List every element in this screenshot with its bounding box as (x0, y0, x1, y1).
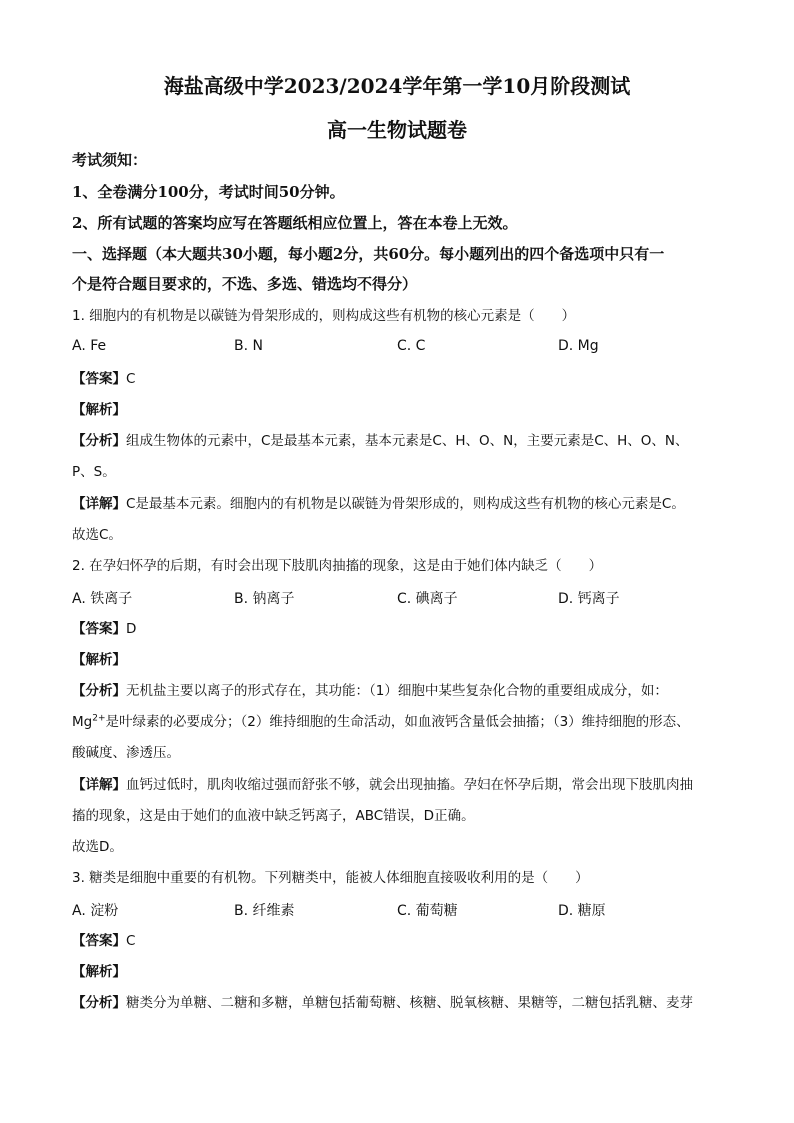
q3-analysis-tag: 【解析】 (72, 964, 126, 980)
q2-xiangjie-line-2: 搐的现象，这是由于她们的血液中缺乏钙离子，ABC错误，D正确。 (72, 808, 475, 824)
q3-fenxi-line-1: 【分析】糖类分为单糖、二糖和多糖，单糖包括葡萄糖、核糖、脱氧核糖、果糖等，二糖包括乳糖、麦芽 (72, 995, 693, 1011)
q1-option-b: B. N (234, 338, 263, 354)
q2-fenxi-line-2: $Mg^{2+}$是叶绿素的必要成分；（2）维持细胞的生命活动，如血液钙含量低会抽搐；（3）维持细胞的形态、 (72, 713, 690, 730)
answer-value: C (126, 933, 136, 949)
xiangjie-tag: 【详解】 (72, 777, 126, 793)
q1-xiangjie-line-2: 故选C。 (72, 527, 122, 543)
q3-option-a: A. 淀粉 (72, 903, 119, 919)
notice-heading: 考试须知： (72, 151, 148, 169)
xiangjie-tag: 【详解】 (72, 496, 126, 512)
question-3-stem: 3. 糖类是细胞中重要的有机物。下列糖类中，能被人体细胞直接吸收利用的是（ ） (72, 870, 589, 886)
answer-tag: 【答案】 (72, 371, 126, 387)
q2-fenxi-line-1: 【分析】无机盐主要以离子的形式存在，其功能：（1）细胞中某些复杂化合物的重要组成成分，如： (72, 683, 668, 699)
answer-value: D (126, 621, 137, 637)
q2-answer (72, 619, 722, 639)
q2-xiangjie-line-3: 故选D。 (72, 839, 123, 855)
page-subtitle: 高一生物试题卷 (327, 118, 467, 142)
q2-option-d: D. 钙离子 (558, 591, 620, 607)
section-heading-line-2: 个是符合题目要求的，不选、多选、错选均不得分） (72, 275, 418, 293)
q3-option-d: D. 糖原 (558, 903, 606, 919)
q1-fenxi-line-2: P、S。 (72, 464, 116, 480)
page-title: 海盐高级中学2023/2024学年第一学10月阶段测试 (163, 74, 631, 98)
notice-item-1: 1、全卷满分100分，考试时间50分钟。 (72, 183, 345, 201)
notice-item-2: 2、所有试题的答案均应写在答题纸相应位置上，答在本卷上无效。 (72, 214, 518, 232)
q2-analysis-tag: 【解析】 (72, 652, 126, 668)
q1-option-d: D. Mg (558, 338, 599, 354)
answer-value: C (126, 371, 136, 387)
q3-option-b: B. 纤维素 (234, 903, 295, 919)
fenxi-tag: 【分析】 (72, 433, 126, 449)
question-2-stem: 2. 在孕妇怀孕的后期，有时会出现下肢肌肉抽搐的现象，这是由于她们体内缺乏（ ） (72, 558, 603, 574)
q1-answer (72, 369, 722, 389)
answer-tag: 【答案】 (72, 621, 126, 637)
q2-fenxi-line-3: 酸碱度、渗透压。 (72, 745, 180, 761)
section-heading-line-1: 一、选择题（本大题共30小题，每小题2分，共60分。每小题列出的四个备选项中只有一 (72, 245, 665, 263)
q2-option-b: B. 钠离子 (234, 591, 295, 607)
answer-tag: 【答案】 (72, 933, 126, 949)
q2-option-c: C. 碘离子 (397, 591, 458, 607)
q3-option-c: C. 葡萄糖 (397, 903, 458, 919)
q1-analysis-tag: 【解析】 (72, 402, 126, 418)
q1-xiangjie-line-1: 【详解】C是最基本元素。细胞内的有机物是以碳链为骨架形成的，则构成这些有机物的核心元素是C。 (72, 496, 685, 512)
q2-xiangjie-line-1: 【详解】血钙过低时，肌肉收缩过强而舒张不够，就会出现抽搐。孕妇在怀孕后期，常会出现下肢肌肉抽 (72, 777, 693, 793)
q3-answer (72, 931, 722, 951)
q2-option-a: A. 铁离子 (72, 591, 133, 607)
q1-option-a: A. Fe (72, 338, 107, 354)
q1-fenxi-line-1: 【分析】组成生物体的元素中，C是最基本元素，基本元素是C、H、O、N，主要元素是C、H、O、N、 (72, 433, 689, 449)
fenxi-tag: 【分析】 (72, 995, 126, 1011)
question-1-stem: 1. 细胞内的有机物是以碳链为骨架形成的，则构成这些有机物的核心元素是（ ） (72, 308, 576, 324)
fenxi-tag: 【分析】 (72, 683, 126, 699)
q1-option-c: C. C (397, 338, 426, 354)
